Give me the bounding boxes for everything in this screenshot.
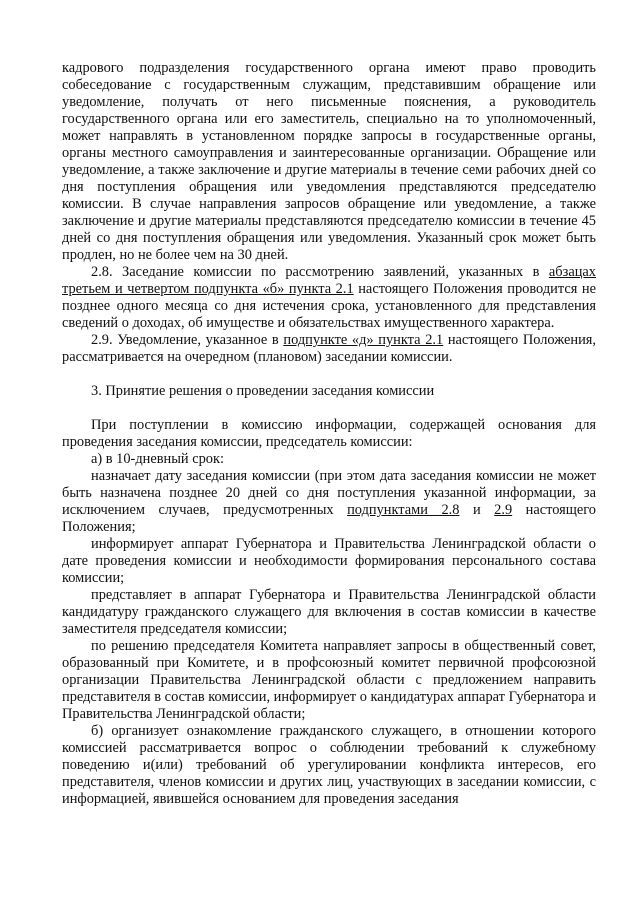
section-heading-text: 3. Принятие решения о проведении заседания комиссии [91,383,435,399]
link-podpunkt-2-9[interactable]: 2.9 [494,502,513,518]
paragraph-requests [62,638,596,723]
paragraph-text: и [459,502,495,518]
paragraph-text: кадрового подразделения государственного органа имеют право проводить собеседование с государственным служащим, представившим обращение или уведомление, получать от него письменные пояснения, а руководитель государственного органа или его заместитель, специально на то уполномоченный, может направлять в установленном порядке запросы в государственные органы, органы местного самоуправления и заинтересованные организации. Обращение или уведомление, а также заключение и другие материалы в течение семи рабочих дней со дня поступления обращения или уведомления представляются председателю комиссии. В случае направления запросов обращение или уведомление, а также заключение и другие материалы представляются председателю комиссии в течение 45 дней со дня поступления обращения или уведомления. Указанный срок может быть продлен, но не более чем на 30 дней. [62,60,596,263]
link-podpunkt-d[interactable]: подпункте «д» пункта 2.1 [283,332,444,348]
paragraph-text: б) организует ознакомление гражданского служащего, в отношении которого комиссией рассматривается вопрос о соблюдении требований к служебному поведению и(или) требований об урегулировании конфликта интересов, его представителя, членов комиссии и других лиц, участвующих в заседании комиссии, с информацией, явившейся основанием для проведения заседания [62,723,596,807]
paragraph-item-b [62,723,596,808]
paragraph-item-a [62,451,596,468]
document-body [62,60,596,808]
link-abzatsy-3-4-podpunkt-b[interactable]: абзацах третьем и четвертом подпункта «б» пункта 2.1 [62,264,596,297]
paragraph-text: по решению председателя Комитета направляет запросы в общественный совет, образованный при Комитете, и в профсоюзный комитет первичной профсоюзной организации Правительства Ленинградской области с предложением направить представителя в состав комиссии, информирует о кандидатурах аппарат Губернатора и Правительства Ленинградской области; [62,638,596,722]
paragraph-date [62,468,596,536]
paragraph-text: При поступлении в комиссию информации, содержащей основания для проведения заседания комиссии, председатель комиссии: [62,417,596,450]
paragraph-2-9 [62,332,596,366]
paragraph-text: 2.9. Уведомление, указанное в [91,332,284,348]
paragraph-candidate [62,587,596,638]
paragraph-text: настоящего Положения проводится не позднее одного месяца со дня истечения срока, установленного для представления сведений о доходах, об имуществе и обязательствах имущественного характера. [62,281,596,331]
link-podpunkt-2-8[interactable]: подпунктами 2.8 [347,502,460,518]
paragraph-text: информирует аппарат Губернатора и Правительства Ленинградской области о дате проведения комиссии и необходимости формирования персонального состава комиссии; [62,536,596,586]
paragraph-text: 2.8. Заседание комиссии по рассмотрению заявлений, указанных в [91,264,549,280]
paragraph-intro [62,417,596,451]
paragraph-continuation [62,60,596,264]
paragraph-text: настоящего Положения; [62,502,596,535]
paragraph-text: а) в 10-дневный срок: [91,451,224,467]
paragraph-2-8 [62,264,596,332]
paragraph-text: назначает дату заседания комиссии (при этом дата заседания комиссии не может быть назначена позднее 20 дней со дня поступления указанной информации, за исключением случаев, предусмотренных [62,468,596,518]
paragraph-text: настоящего Положения, рассматривается на очередном (плановом) заседании комиссии. [62,332,596,365]
section-heading [62,383,596,400]
paragraph-inform [62,536,596,587]
paragraph-text: представляет в аппарат Губернатора и Правительства Ленинградской области кандидатуру гражданского служащего для включения в состав комиссии в качестве заместителя председателя комиссии; [62,587,596,637]
